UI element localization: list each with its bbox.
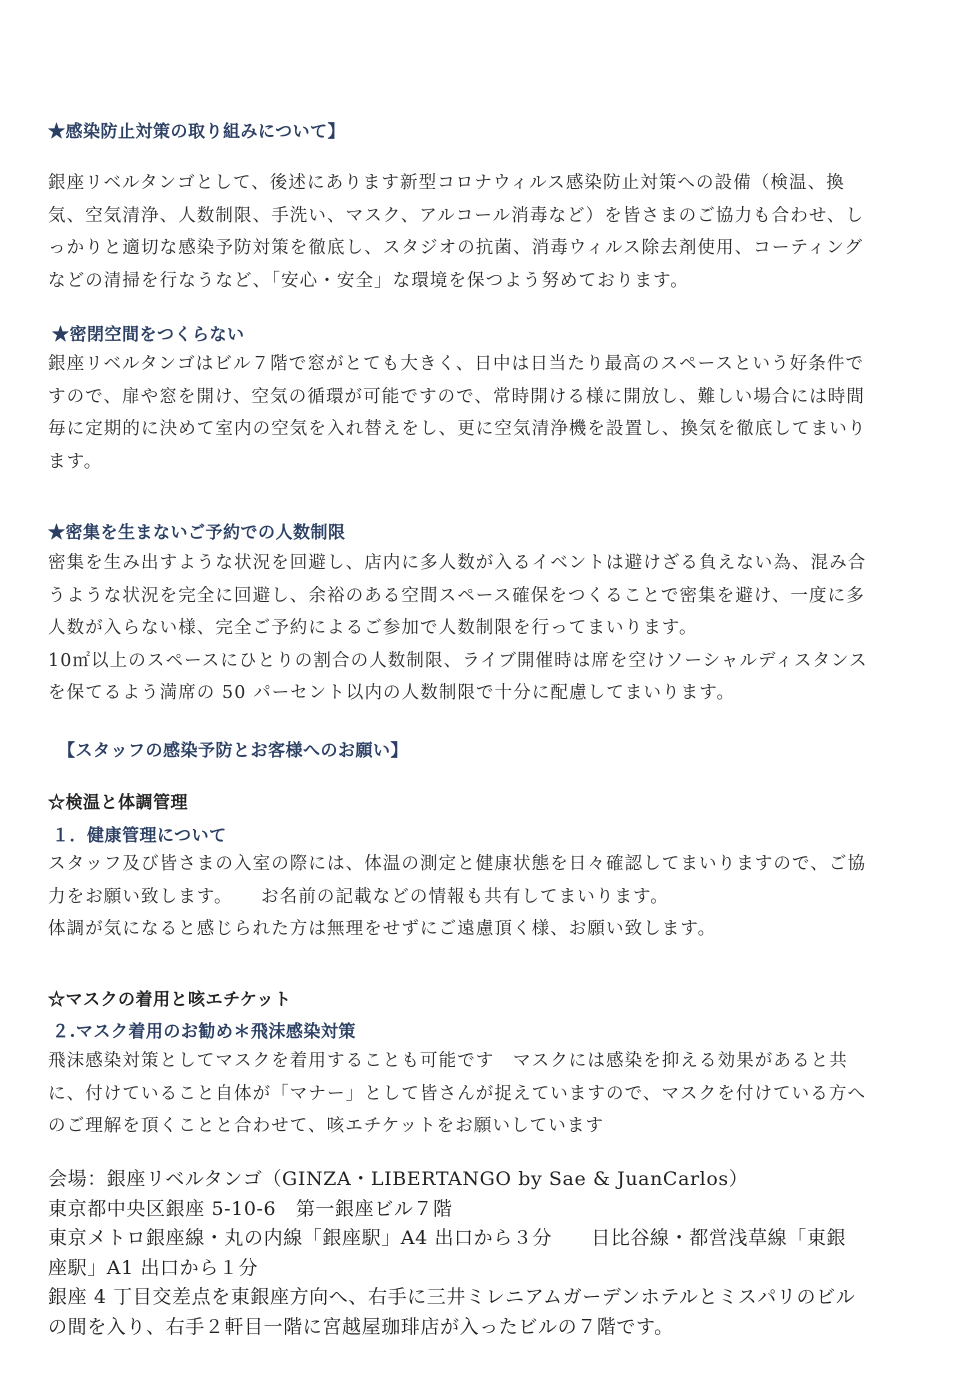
text-line: 飛沫感染対策としてマスクを着用することも可能です マスクには感染を抑える効果があると共 bbox=[48, 1051, 848, 1071]
text-line: 10㎡以上のスペースにひとりの割合の人数制限、ライブ開催時は席を空けソーシャルディスタンス bbox=[48, 650, 868, 671]
section-heading-staff-and-customers: 【スタッフの感染予防とお客様へのお願い】 bbox=[58, 741, 408, 761]
text-line: ます。 bbox=[48, 451, 103, 472]
section-heading-temperature-health: ☆検温と体調管理 bbox=[48, 793, 188, 813]
text-line: などの清掃を行なうなど、「安心・安全」な環境を保つよう努めております。 bbox=[48, 270, 689, 291]
subheading-health-management: １．健康管理について bbox=[52, 826, 227, 846]
venue-info bbox=[48, 1165, 928, 1342]
section-body-no-closed-spaces bbox=[48, 348, 928, 478]
venue-line: 東京都中央区銀座 5-10-6 第一銀座ビル７階 bbox=[48, 1197, 453, 1220]
text-line: 銀座リベルタンゴはビル７階で窓がとても大きく、日中は日当たり最高のスペースという好条件で bbox=[48, 354, 865, 374]
text-line: を保てるよう満席の 50 パーセント以内の人数制限で十分に配慮してまいります。 bbox=[48, 683, 736, 703]
section-body-infection-prevention bbox=[48, 167, 928, 297]
text-line: 人数が入らない様、完全ご予約によるご参加で人数制限を行ってまいります。 bbox=[48, 618, 698, 638]
section-heading-no-closed-spaces: ★密閉空間をつくらない bbox=[52, 325, 245, 345]
text-line: 毎に定期的に決めて室内の空気を入れ替えをし、更に空気清浄機を設置し、換気を徹底してまいり bbox=[48, 419, 867, 439]
text-line: 力をお願い致します。 お名前の記載などの情報も共有してまいります。 bbox=[48, 886, 669, 907]
venue-line: の間を入り、右手２軒目一階に宮越屋珈琲店が入ったビルの７階です。 bbox=[48, 1315, 674, 1338]
section-heading-mask-etiquette: ☆マスクの着用と咳エチケット bbox=[48, 990, 292, 1010]
venue-line: 会場：銀座リベルタンゴ（GINZA・LIBERTANGO by Sae & JuanCarlos） bbox=[48, 1168, 749, 1190]
venue-line: 座駅」A1 出口から１分 bbox=[48, 1256, 259, 1279]
section-body-reservation-limits bbox=[48, 547, 928, 710]
text-line: 体調が気になると感じられた方は無理をせずにご遠慮頂く様、お願い致します。 bbox=[48, 919, 717, 939]
text-line: のご理解を頂くことと合わせて、咳エチケットをお願いしています bbox=[48, 1116, 605, 1136]
subheading-mask-recommendation: ２.マスク着用のお勧め＊飛沫感染対策 bbox=[52, 1022, 356, 1042]
section-heading-infection-prevention: ★感染防止対策の取り組みについて】 bbox=[48, 122, 346, 142]
text-line: うような状況を完全に回避し、余裕のある空間スペース確保をつくることで密集を避け、一度に多 bbox=[48, 585, 865, 606]
text-line: すので、扉や窓を開け、空気の循環が可能ですので、常時開ける様に開放し、難しい場合には時間 bbox=[48, 386, 865, 407]
text-line: 銀座リベルタンゴとして、後述にあります新型コロナウィルス感染防止対策への設備（検温、換 bbox=[48, 173, 845, 193]
text-line: 気、空気清浄、人数制限、手洗い、マスク、アルコール消毒など）を皆さまのご協力も合わせ、し bbox=[48, 205, 865, 226]
section-heading-reservation-limits: ★密集を生まないご予約での人数制限 bbox=[48, 523, 346, 543]
venue-line: 銀座 4 丁目交差点を東銀座方向へ、右手に三井ミレニアムガーデンホテルとミスパリのビル bbox=[48, 1286, 856, 1308]
section-body-mask-recommendation bbox=[48, 1045, 928, 1143]
text-line: っかりと適切な感染予防対策を徹底し、スタジオの抗菌、消毒ウィルス除去剤使用、コーティング bbox=[48, 238, 864, 258]
section-body-health-management bbox=[48, 848, 928, 946]
venue-line: 東京メトロ銀座線・丸の内線「銀座駅」A4 出口から３分 日比谷線・都営浅草線「東銀 bbox=[48, 1227, 847, 1249]
text-line: に、付けていること自体が「マナー」として皆さんが捉えていますので、マスクを付けている方へ bbox=[48, 1083, 867, 1104]
text-line: スタッフ及び皆さまの入室の際には、体温の測定と健康状態を日々確認してまいりますので、ご協 bbox=[48, 854, 867, 874]
text-line: 密集を生み出すような状況を回避し、店内に多人数が入るイベントは避けざる負えない為、混み合 bbox=[48, 553, 867, 573]
